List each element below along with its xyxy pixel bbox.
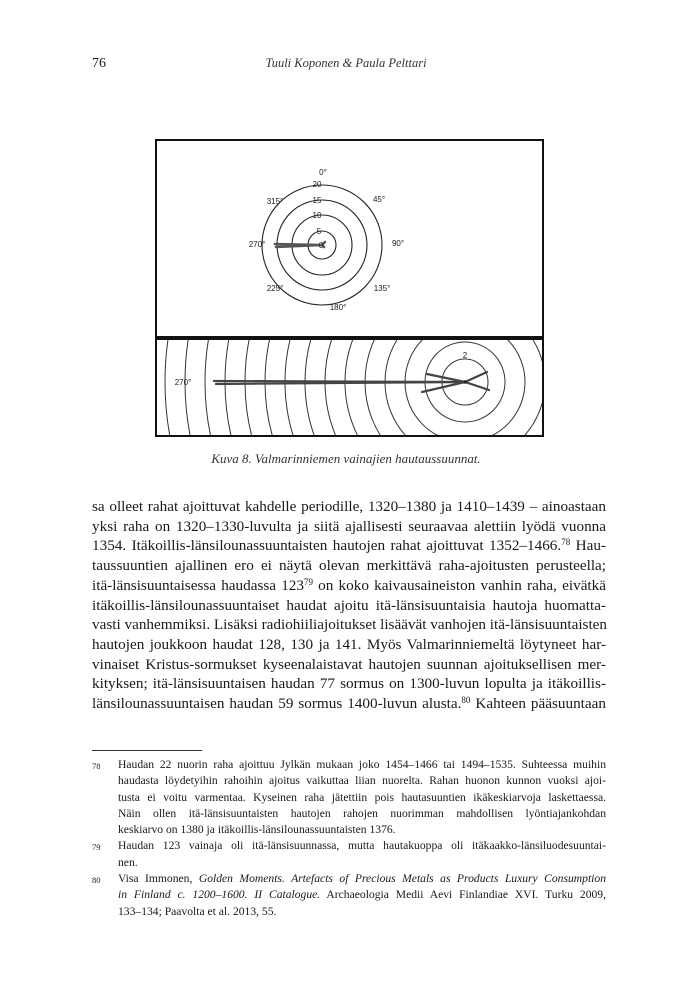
footnote-ref-78[interactable]: 78 [561, 537, 571, 548]
angle-label-225: 225° [266, 284, 284, 293]
body-line [92, 576, 606, 596]
footnote-line: 133–134; Paavolta et al. 2013, 55. [118, 904, 277, 918]
body-paragraph [92, 497, 606, 714]
footnote-source: Archaeologia Medii Aevi Finlandiae XVI. Turku 2009, [320, 888, 607, 902]
footnote-line: tusta ei voitu varmentaa. Kyseinen raha jätettiin pois hautasuuntien ikäkeskiarvoja laskettaessa. [118, 790, 606, 804]
detail-ring [185, 340, 542, 435]
footnote-line: nen. [118, 855, 138, 869]
body-line-text: on koko kaivausaineiston vanhin raha, eivätkä [312, 576, 606, 594]
footnote-number: 79 [92, 842, 101, 853]
angle-label-0: 0° [319, 168, 327, 177]
footnotes [92, 757, 606, 920]
footnote-79 [92, 838, 606, 871]
body-line: sa olleet rahat ajoittuvat kahdelle periodille, 1320–1380 ja 1410–1439 – ainoastaan [92, 498, 606, 515]
radial-label-5: 5 [316, 227, 322, 236]
angle-label-45: 45° [372, 195, 386, 204]
footnote-78 [92, 757, 606, 838]
body-line-text: Hau- [570, 537, 606, 555]
footnote-line: Näin ollen itä-länsisuuntaisten hautojen rahojen nuorimman mahdollisen lyöntiajankohdan [118, 806, 606, 820]
footnote-text [118, 757, 606, 838]
footnote-title: in Finland c. 1200–1600. II Catalogue. [118, 888, 321, 902]
detail-angle-label-270: 270° [174, 378, 192, 387]
angle-label-315: 315° [266, 197, 284, 206]
detail-ring [205, 340, 542, 435]
body-line [92, 536, 606, 556]
compass-direction-lines [275, 242, 325, 247]
footnote-line: haudasta löydetyihin rahoihin ajoitus vaikuttaa liian nuorelta. Rahan huonon kunnon vuoksi ajoi- [118, 774, 606, 788]
footnote-line [118, 871, 606, 887]
body-line: hautojen joukkoon haudat 128, 130 ja 141. Myös Valmarinniemeltä löytyneet har- [92, 635, 606, 653]
footnote-80 [92, 871, 606, 920]
detail-direction-lines [214, 372, 489, 392]
footnote-line [118, 887, 606, 903]
footnote-author: Visa Immonen, [118, 872, 199, 886]
body-line: yksi raha on 1320–1330-luvulta ja siitä ajallisesti seuraavaa alettiin lyödä vuonna [92, 517, 606, 535]
angle-label-90: 90° [391, 239, 405, 248]
running-head: Tuuli Koponen & Paula Pelttari [265, 56, 427, 70]
detail-center-point [463, 380, 467, 384]
body-line: vinaiset Kristus-sormukset kyseenalaistavat hautojen suunnan ajoituksellisen mer- [92, 655, 606, 673]
footnote-ref-79[interactable]: 79 [303, 576, 313, 587]
detail-ring [305, 340, 542, 435]
body-line: kityksen; itä-länsisuuntaisen haudan 77 sormus on 1300-luvun lopulta ja itäkoillis- [92, 675, 606, 693]
footnote-text [118, 838, 606, 871]
detail-ring-label: 2 [462, 351, 468, 360]
footnote-line: Haudan 123 vainaja oli itä-länsisuunnassa, mutta hautakuoppa oli itäkaakko-länsiluodesuuntai- [118, 839, 606, 853]
detail-ring [325, 340, 542, 435]
compass-detail-panel [155, 338, 544, 437]
radial-label-10: 10 [312, 211, 322, 220]
compass-figure-panel [155, 139, 544, 338]
compass-detail-diagram [157, 340, 542, 435]
footnote-separator [92, 750, 202, 751]
detail-ring [265, 340, 542, 435]
body-line: vasti vanhemmiksi. Lisäksi radiohiiliajoitukset lisäävät vanhojen itä-länsisuuntaisten [92, 616, 608, 634]
footnote-ref-80[interactable]: 80 [461, 695, 471, 706]
body-line: itäkoillis-länsilounassuuntaiset haudat ajoitu itä-länsisuuntaisia hautoja huomatta- [92, 596, 606, 614]
footnote-number: 80 [92, 875, 101, 886]
body-line-text: Kahteen pääsuuntaan [470, 695, 606, 713]
angle-label-180: 180° [329, 303, 347, 312]
page-number: 76 [92, 56, 106, 71]
compass-rose-diagram [157, 141, 542, 336]
radial-label-15: 15 [312, 196, 322, 205]
footnote-number: 78 [92, 761, 101, 771]
body-line [92, 694, 606, 714]
footnote-line: Haudan 22 nuorin raha ajoittuu Jylkän mukaan joko 1454–1466 tai 1494–1535. Suhteessa muihin [118, 758, 606, 771]
footnote-text [118, 871, 606, 920]
figure-caption: Kuva 8. Valmarinniemen vainajien hautaussuunnat. [211, 451, 481, 466]
radial-label-0: 0 [318, 241, 324, 250]
footnote-line: keskiarvo on 1380 ja itäkoillis-länsilounassuuntaisten 1376. [118, 823, 396, 837]
body-line-text: itä-länsisuuntaisessa haudassa 123 [92, 576, 304, 594]
detail-ring [165, 340, 542, 435]
body-line-text: 1354. Itäkoillis-länsilounassuuntaisten hautojen rahat ajoittuvat 1352–1466. [92, 537, 562, 555]
body-line-text: länsilounassuuntaisen haudan 59 sormus 1400-luvun alusta. [92, 695, 462, 713]
angle-label-135: 135° [373, 284, 391, 293]
radial-label-20: 20 [312, 180, 322, 189]
body-line: taussuuntien ajallinen ero ei näytä olevan merkittävä raha-ajoitusten perusteella; [92, 557, 606, 575]
angle-label-270: 270° [248, 240, 266, 249]
footnote-title: Golden Moments. Artefacts of Precious Metals as Products Luxury Consumption [198, 872, 606, 886]
detail-ring [285, 340, 542, 435]
